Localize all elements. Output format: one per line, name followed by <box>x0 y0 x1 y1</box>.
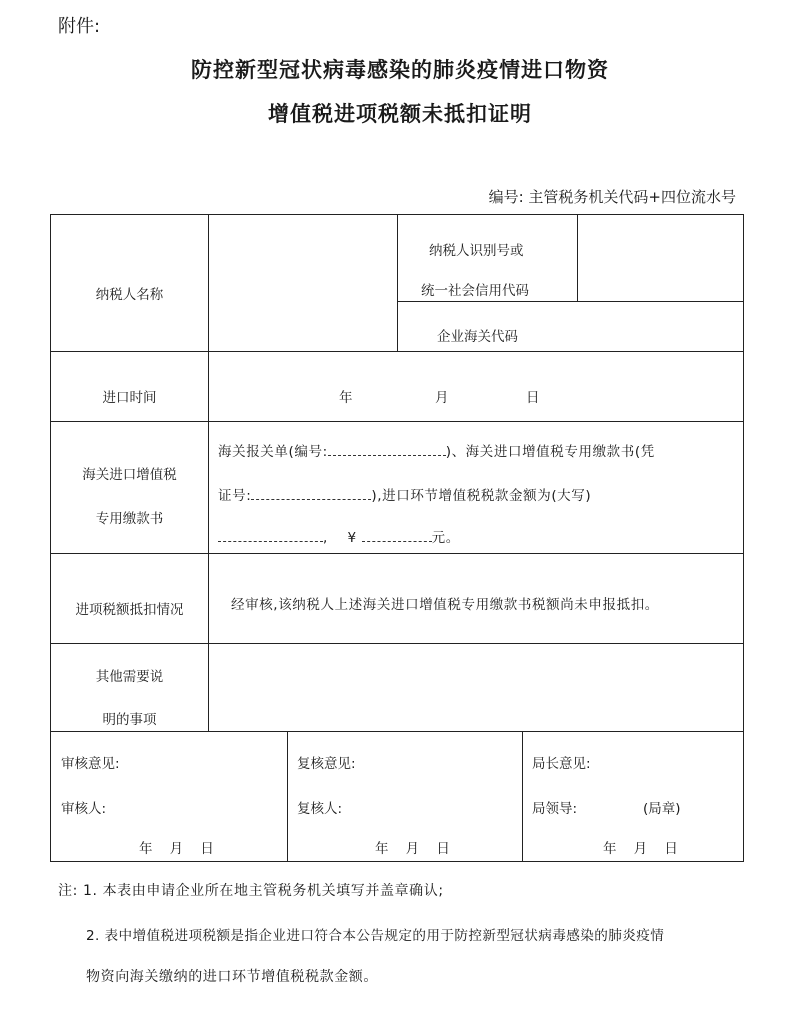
document-title-line-1: 防控新型冠状病毒感染的肺炎疫情进口物资 <box>191 58 609 82</box>
review-opinion-label: 审核意见: <box>61 756 120 772</box>
rechecker-label: 复核人: <box>297 801 343 817</box>
tax-amount-text: , ¥ 元。 <box>218 527 460 549</box>
import-time-label: 进口时间 <box>102 390 157 406</box>
column-divider <box>287 731 288 861</box>
column-divider <box>522 731 523 861</box>
review-date: 年 月 日 <box>139 841 214 857</box>
customs-declaration-text: 海关报关单(编号: )、海关进口增值税专用缴款书(凭 <box>218 444 655 460</box>
column-divider <box>208 215 209 731</box>
column-divider <box>397 215 398 351</box>
other-notes-label: 其他需要说 <box>95 669 164 685</box>
deduction-status-text: 经审核,该纳税人上述海关进口增值税专用缴款书税额尚未申报抵扣。 <box>231 597 659 613</box>
customs-certificate-text: 证号: ),进口环节增值税税款金额为(大写) <box>218 488 592 504</box>
other-notes-label: 明的事项 <box>102 712 157 728</box>
recheck-date: 年 月 日 <box>375 841 450 857</box>
customs-payment-label: 专用缴款书 <box>95 511 164 527</box>
bureau-seal-label: (局章) <box>643 801 681 817</box>
column-divider <box>577 215 578 301</box>
director-date: 年 月 日 <box>603 841 678 857</box>
import-day: 日 <box>526 390 540 406</box>
row-divider <box>397 301 743 302</box>
note-2: 2. 表中增值税进项税额是指企业进口符合本公告规定的用于防控新型冠状病毒感染的肺炎疫情 <box>86 928 665 944</box>
import-month: 月 <box>435 390 449 406</box>
serial-number-label: 编号: 主管税务机关代码+四位流水号 <box>488 188 736 206</box>
attachment-label: 附件: <box>58 16 101 37</box>
note-1: 注: 1. 本表由申请企业所在地主管税务机关填写并盖章确认; <box>58 883 444 899</box>
customs-payment-label: 海关进口增值税 <box>82 467 177 483</box>
row-divider <box>51 351 743 352</box>
taxpayer-id-label: 纳税人识别号或 <box>429 243 524 259</box>
row-divider <box>51 643 743 644</box>
director-opinion-label: 局长意见: <box>532 756 591 772</box>
row-divider <box>51 421 743 422</box>
taxpayer-id-label: 统一社会信用代码 <box>421 283 529 299</box>
row-divider <box>51 731 743 732</box>
recheck-opinion-label: 复核意见: <box>297 756 356 772</box>
reviewer-label: 审核人: <box>61 801 107 817</box>
document-title-line-2: 增值税进项税额未抵扣证明 <box>268 102 532 126</box>
row-divider <box>51 553 743 554</box>
import-year: 年 <box>339 390 353 406</box>
director-label: 局领导: <box>532 801 578 817</box>
deduction-status-label: 进项税额抵扣情况 <box>75 602 184 618</box>
customs-code-label: 企业海关代码 <box>437 329 518 345</box>
certificate-form-table <box>50 214 744 862</box>
taxpayer-name-label: 纳税人名称 <box>95 287 164 303</box>
note-2-continued: 物资向海关缴纳的进口环节增值税税款金额。 <box>86 969 378 985</box>
